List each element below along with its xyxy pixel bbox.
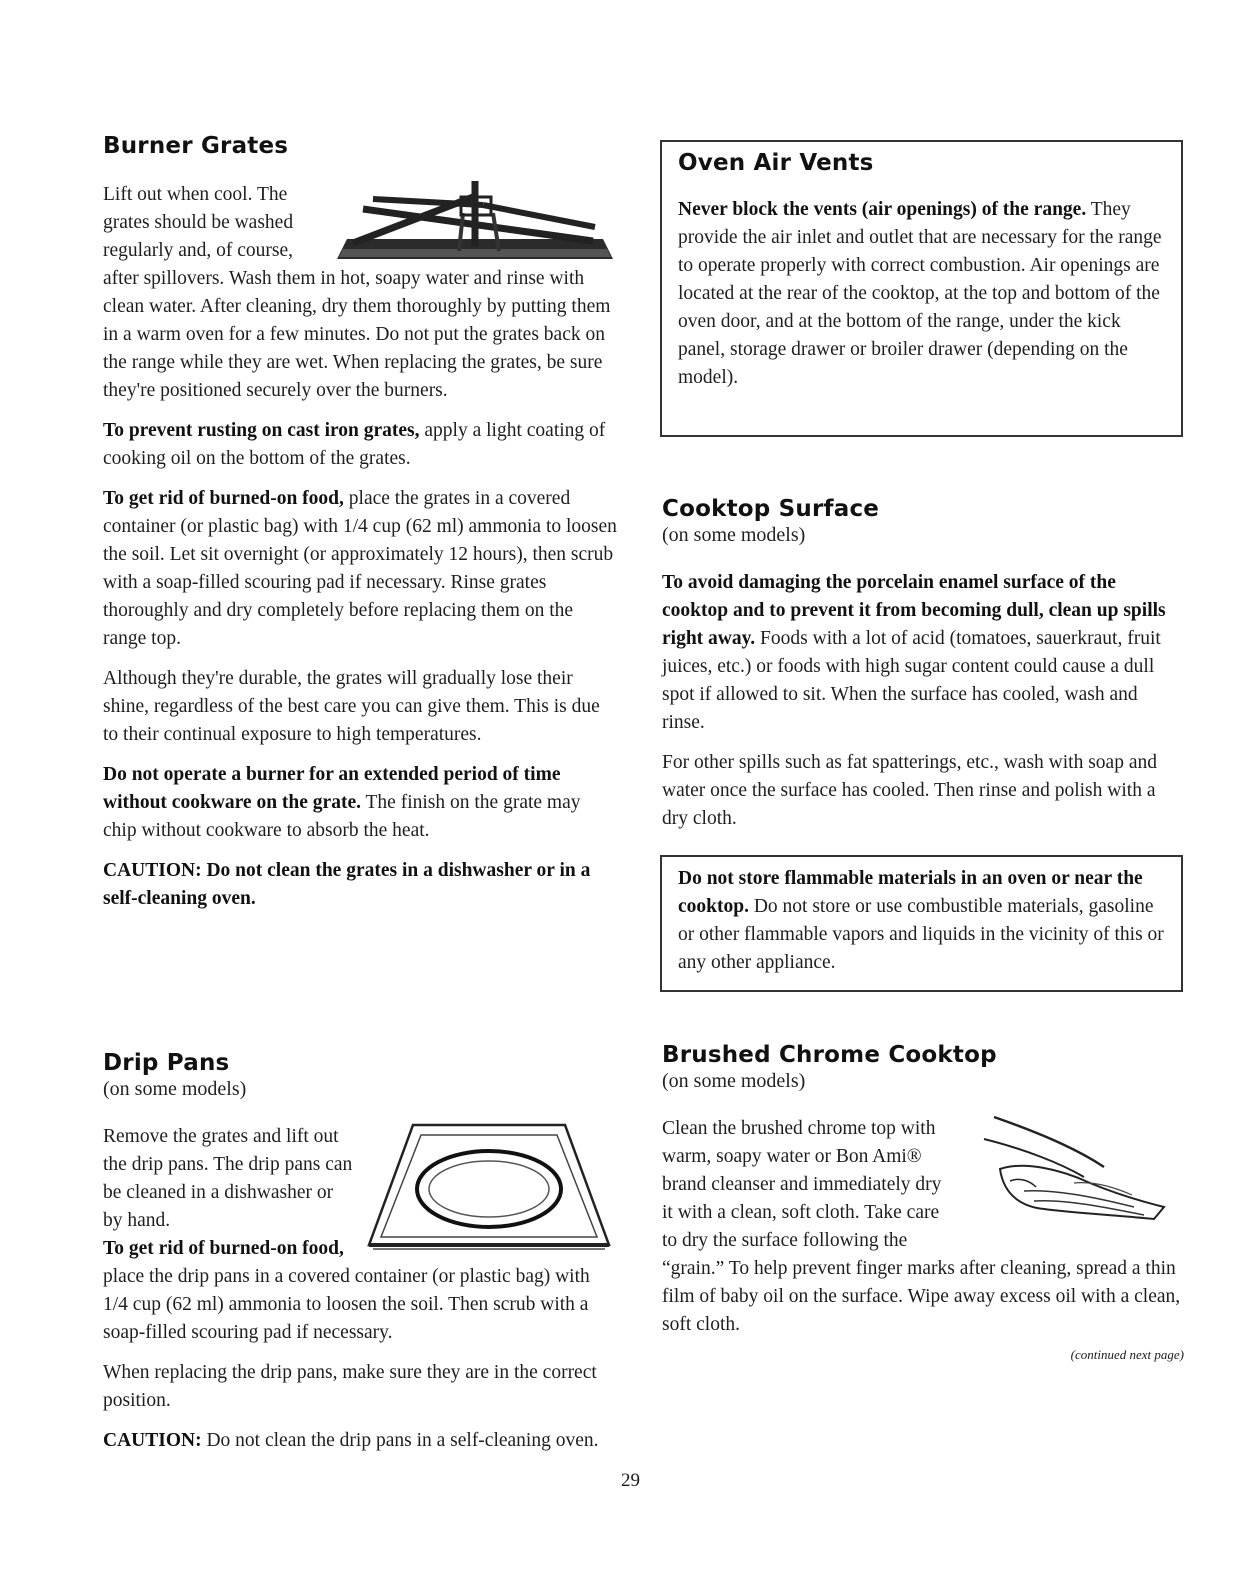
brushed-chrome-text: Clean the brushed chrome top with warm, soapy water or Bon Ami® brand cleanser and immediately dry it with a clean, soft cloth. Take care to dry the surface following the “grain.” To help prevent finger marks after cleaning, spread a thin film of baby oil on the surface. Wipe away excess oil with a clean, soft cloth.: [662, 1118, 1181, 1335]
flammable-warning-box: [660, 855, 1183, 992]
burner-grates-burned-on: To get rid of burned-on food, place the grates in a covered container (or plastic bag) with 1/4 cup (62 ml) ammonia to loosen the soil. Let sit overnight (or approximately 12 hours), then scrub with a soap-filled scouring pad if necessary. Rinse grates thoroughly and dry completely before replacing them on the range top.: [103, 488, 617, 649]
drip-pans-burned-on: To get rid of burned-on food, place the drip pans in a covered container (or plastic bag) with 1/4 cup (62 ml) ammonia to loosen the soil. Then scrub with a soap-filled scouring pad if necessary.: [103, 1238, 590, 1343]
oven-air-vents-title: Oven Air Vents: [678, 150, 874, 176]
burner-grates-title: Burner Grates: [103, 133, 289, 159]
drip-pans-replacing: When replacing the drip pans, make sure they are in the correct position.: [103, 1362, 597, 1411]
continued-next-page: (continued next page): [1070, 1347, 1184, 1362]
burner-grates-operate-warning: Do not operate a burner for an extended period of time without cookware on the grate. The finish on the grate may chip without cookware to absorb the heat.: [103, 764, 581, 841]
cooktop-surface-title: Cooktop Surface: [662, 496, 880, 522]
brushed-chrome-title: Brushed Chrome Cooktop: [662, 1042, 997, 1068]
burner-grates-rust: To prevent rusting on cast iron grates, apply a light coating of cooking oil on the bottom of the grates.: [103, 420, 606, 469]
oven-air-vents-box: [660, 140, 1183, 437]
drip-pans-title: Drip Pans: [103, 1050, 230, 1076]
cooktop-surface-warning: To avoid damaging the porcelain enamel surface of the cooktop and to prevent it from becoming dull, clean up spills right away. Foods with a lot of acid (tomatoes, sauerkraut, fruit juices, etc.) or foods with high sugar content could cause a dull spot if allowed to sit. When the surface has cooled, wash and rinse.: [662, 572, 1166, 733]
drip-pans-caution: CAUTION: Do not clean the drip pans in a self-cleaning oven.: [103, 1430, 599, 1451]
brushed-chrome-subtitle: (on some models): [662, 1070, 806, 1092]
burner-grates-durable: Although they're durable, the grates will gradually lose their shine, regardless of the best care you can give them. This is due to their continual exposure to high temperatures.: [103, 668, 600, 745]
cooktop-surface-other-spills: For other spills such as fat spatterings, etc., wash with soap and water once the surface has cooled. Then rinse and polish with a dry cloth.: [662, 752, 1157, 829]
burner-grates-section: [103, 133, 618, 925]
drip-pans-intro: Remove the grates and lift out the drip pans. The drip pans can be cleaned in a dishwasher or by hand.: [103, 1126, 353, 1231]
hand-wiping-illustration: [964, 1111, 1184, 1226]
flammable-warning-text: Do not store flammable materials in an oven or near the cooktop. Do not store or use combustible materials, gasoline or other flammable vapors and liquids in the vicinity of this or any other appliance.: [678, 868, 1164, 973]
page-number: 29: [621, 1470, 640, 1491]
burner-grates-caution: CAUTION: Do not clean the grates in a dishwasher or in a self-cleaning oven.: [103, 860, 591, 909]
drip-pans-section: [103, 1050, 615, 1467]
cooktop-surface-section: [662, 496, 1182, 845]
drip-pan-illustration: [365, 1119, 615, 1254]
burner-grate-illustration: [333, 177, 618, 263]
burner-grates-intro: Lift out when cool. The grates should be washed regularly and, of course, after spillovers. Wash them in hot, soapy water and rinse with clean water. After cleaning, dry them thoroughly by putting them in a warm oven for a few minutes. Do not put the grates back on the range while they are wet. When replacing the grates, be sure they're positioned securely over the burners.: [103, 184, 611, 401]
cooktop-surface-subtitle: (on some models): [662, 524, 806, 546]
oven-air-vents-text: Never block the vents (air openings) of the range. They provide the air inlet and outlet that are necessary for the range to operate properly with correct combustion. Air openings are located at the rear of the cooktop, at the top and bottom of the oven door, and at the bottom of the range, under the kick panel, storage drawer or broiler drawer (depending on the model).: [678, 199, 1162, 388]
drip-pans-subtitle: (on some models): [103, 1078, 247, 1100]
brushed-chrome-section: [662, 1042, 1184, 1363]
